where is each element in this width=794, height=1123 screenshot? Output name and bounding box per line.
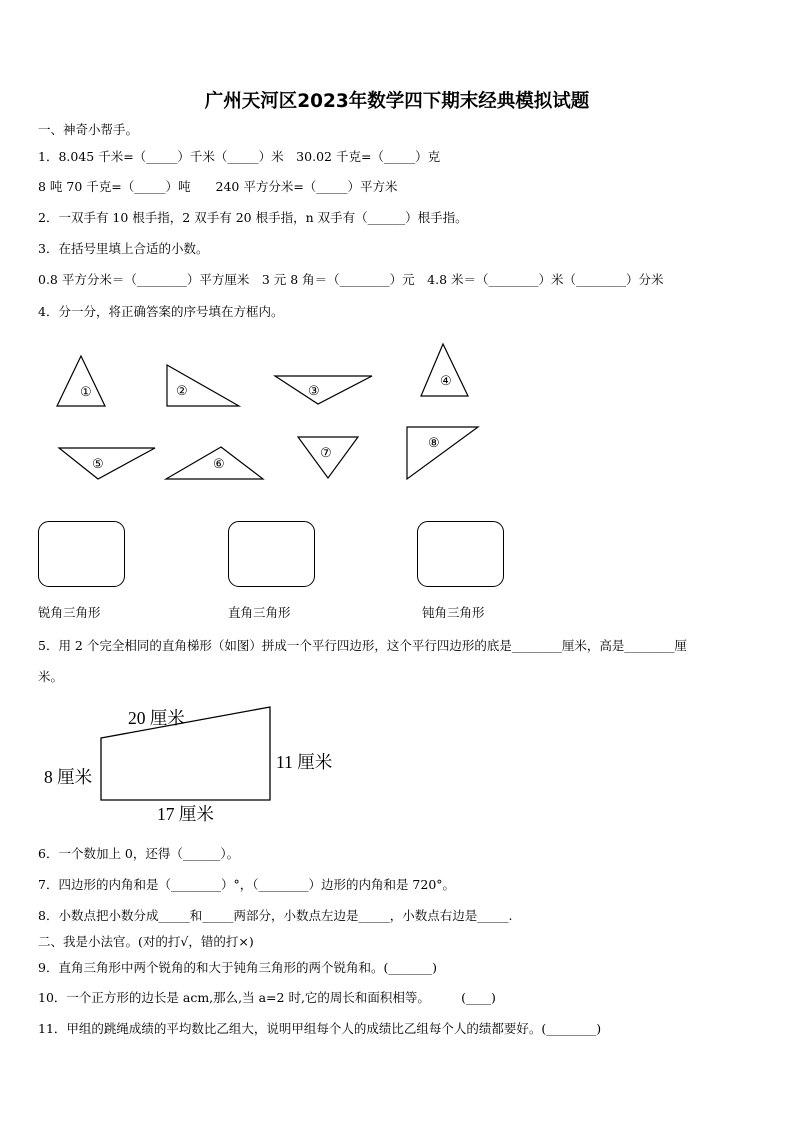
- section-1-heading: 一、神奇小帮手。: [38, 122, 139, 137]
- trapezoid-left-label: 8 厘米: [44, 767, 93, 787]
- right-triangle-box[interactable]: [228, 521, 315, 587]
- question-4: 4．分一分，将正确答案的序号填在方框内。: [38, 304, 284, 319]
- triangle-label-4: ④: [440, 373, 452, 388]
- question-9: 9．直角三角形中两个锐角的和大于钝角三角形的两个锐角和。(_______): [38, 960, 437, 975]
- question-1a: 1．8.045 千米=（_____）千米（_____）米 30.02 千克=（_____）克: [38, 149, 441, 164]
- triangle-label-3: ③: [308, 383, 320, 398]
- triangle-label-6: ⑥: [213, 456, 225, 471]
- right-triangle-label: 直角三角形: [228, 605, 291, 620]
- question-1b: 8 吨 70 千克=（_____）吨 240 平方分米=（_____）平方米: [38, 179, 398, 194]
- question-10: 10．一个正方形的边长是 acm,那么,当 a=2 时,它的周长和面积相等。 (____): [38, 990, 496, 1005]
- obtuse-triangle-label: 钝角三角形: [422, 605, 485, 620]
- section-2-heading: 二、我是小法官。(对的打√，错的打×): [38, 934, 254, 949]
- question-3: 3．在括号里填上合适的小数。: [38, 241, 209, 256]
- question-7: 7．四边形的内角和是（________）°，（________）边形的内角和是 720°。: [38, 877, 456, 892]
- question-5b: 米。: [38, 669, 64, 684]
- triangle-label-1: ①: [80, 384, 92, 399]
- acute-triangle-box[interactable]: [38, 521, 125, 587]
- trapezoid-right-label: 11 厘米: [276, 752, 333, 772]
- question-11: 11．甲组的跳绳成绩的平均数比乙组大，说明甲组每个人的成绩比乙组每个人的绩都要好。(________): [38, 1021, 602, 1036]
- question-8: 8．小数点把小数分成_____和_____两部分，小数点左边是_____，小数点右边是_____.: [38, 908, 513, 923]
- triangle-5: [59, 448, 155, 479]
- obtuse-triangle-box[interactable]: [417, 521, 504, 587]
- question-6: 6．一个数加上 0，还得（______）。: [38, 846, 240, 861]
- triangle-label-5: ⑤: [92, 456, 104, 471]
- triangle-3: [275, 376, 372, 404]
- question-5a: 5．用 2 个完全相同的直角梯形（如图）拼成一个平行四边形，这个平行四边形的底是________厘米，高是________厘: [38, 638, 687, 653]
- trapezoid-top-label: 20 厘米: [128, 708, 185, 728]
- trapezoid-bottom-label: 17 厘米: [157, 804, 214, 824]
- acute-triangle-label: 锐角三角形: [38, 605, 101, 620]
- triangle-label-8: ⑧: [428, 435, 440, 450]
- triangle-8: [407, 427, 478, 479]
- triangle-label-2: ②: [176, 383, 188, 398]
- page-title: 广州天河区2023年数学四下期末经典模拟试题: [204, 91, 590, 112]
- question-2: 2．一双手有 10 根手指，2 双手有 20 根手指，n 双手有（______）根手指。: [38, 210, 468, 225]
- question-3b: 0.8 平方分米＝（________）平方厘米 3 元 8 角＝（________）元 4.8 米＝（________）米（________）分米: [38, 272, 664, 287]
- trapezoid: [101, 707, 270, 800]
- triangle-label-7: ⑦: [320, 445, 332, 460]
